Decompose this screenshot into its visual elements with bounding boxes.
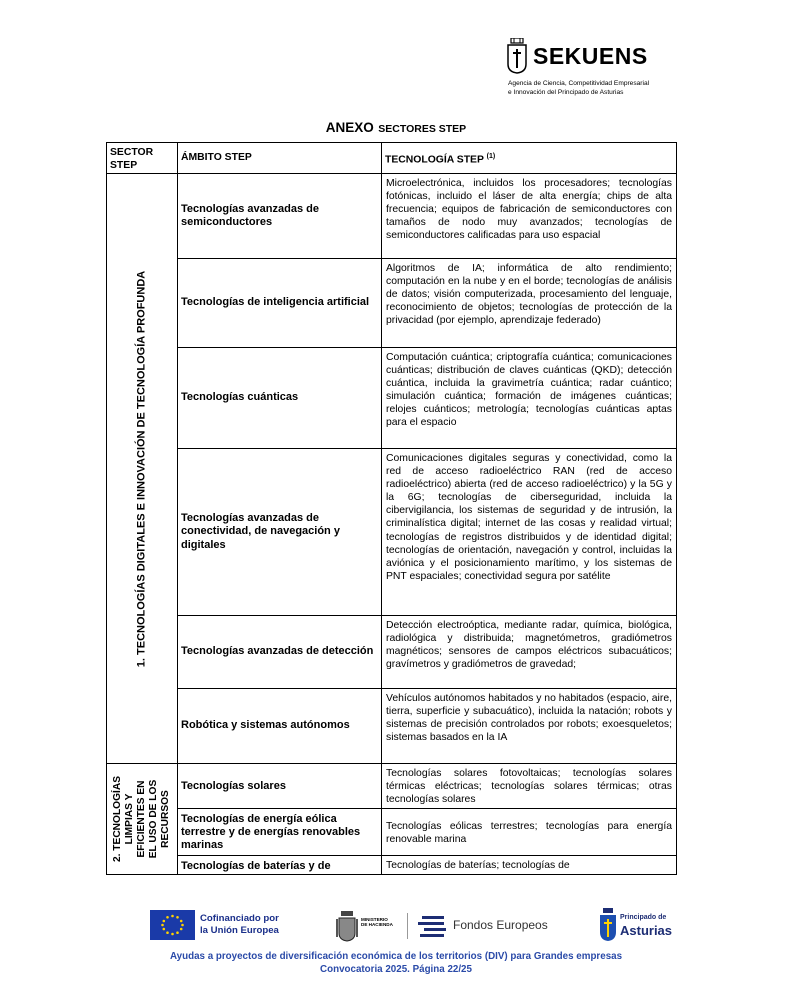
ambito-cell: Tecnologías de baterías y de bbox=[178, 856, 382, 875]
ambito-cell: Tecnologías avanzadas de detección bbox=[178, 616, 382, 689]
header-sector: SECTOR STEP bbox=[107, 143, 178, 174]
table-row bbox=[107, 449, 677, 616]
tecnologia-cell: Algoritmos de IA; informática de alto rendimiento; computación en la nube y en el borde; tecnologías de análisis de datos; visión computerizada, procesamiento del lenguaje, reconocimiento de objetos; tecnologías de protección de la privacidad (por ejemplo, aprendizaje federado) bbox=[382, 259, 677, 348]
brand-name: SEKUENS bbox=[533, 43, 648, 69]
spain-coat-of-arms-icon bbox=[335, 909, 359, 943]
title-main: ANEXO bbox=[325, 120, 374, 135]
asturias-small-text: Principado de bbox=[620, 914, 667, 921]
table-row bbox=[107, 348, 677, 449]
ambito-cell: Tecnologías cuánticas bbox=[178, 348, 382, 449]
footer-line-1: Ayudas a proyectos de diversificación económica de los territorios (DIV) para Grandes empresas bbox=[169, 951, 623, 962]
sekuens-logo bbox=[506, 38, 686, 98]
sector-1-label: 1. TECNOLOGÍAS DIGITALES E INNOVACIÓN DE TECNOLOGÍA PROFUNDA bbox=[135, 270, 148, 667]
footer-line-2: Convocatoria 2025. Página 22/25 bbox=[320, 963, 472, 975]
principado-asturias-logo bbox=[598, 908, 688, 944]
eu-cofinanced-logo bbox=[150, 910, 290, 942]
table-row bbox=[107, 689, 677, 764]
sector-2-label: 2. TECNOLOGÍAS LIMPIAS Y EFICIENTES EN EL USO DE LOS RECURSOS bbox=[112, 776, 171, 863]
logo-divider bbox=[407, 913, 408, 939]
ambito-cell: Robótica y sistemas autónomos bbox=[178, 689, 382, 764]
table-row bbox=[107, 259, 677, 348]
eu-text: Cofinanciado por la Unión Europea bbox=[200, 913, 279, 936]
fondos-europeos-text: Fondos Europeos bbox=[453, 918, 548, 932]
fondos-europeos-logo bbox=[418, 912, 558, 942]
agency-subtitle: Agencia de Ciencia, Competitividad Empresarial e Innovación del Principado de Asturias bbox=[508, 80, 650, 96]
step-sectors-table bbox=[106, 142, 677, 875]
ambito-cell: Tecnologías de inteligencia artificial bbox=[178, 259, 382, 348]
hacienda-text: MINISTERIO DE HACIENDA bbox=[361, 917, 393, 928]
ministerio-hacienda-logo bbox=[335, 909, 415, 943]
tecnologia-cell: Detección electroóptica, mediante radar, química, biológica, radiológica y distribuida; magnetómetros, gradiómetros magnéticos; sensores de campos eléctricos subacuáticos; gravímetros y gradiómetros de gravedad; bbox=[382, 616, 677, 689]
tecnologia-cell: Vehículos autónomos habitados y no habitados (espacio, aire, tierra, superficie y subacuático), incluida la natación; robots y sistemas de precisión controlados por robots; exoesqueletos; sistemas basados en la IA bbox=[382, 689, 677, 764]
asturias-big-text: Asturias bbox=[620, 923, 673, 938]
tecnologia-cell: Tecnologías solares fotovoltaicas; tecnologías solares térmicas eléctricas; tecnologías solares térmicas; otras tecnologías solares bbox=[382, 764, 677, 809]
header-ambito: ÁMBITO STEP bbox=[178, 143, 382, 174]
tecnologia-cell: Computación cuántica; criptografía cuántica; comunicaciones cuánticas; distribución de claves cuánticas (QKD); detección cuántica, incluida la gravimetría cuántica; radar cuántico; simulación cuántica; formación de imágenes cuánticas; relojes cuánticos; metrología; tecnologías cuánticas aptas para el espacio bbox=[382, 348, 677, 449]
table-row bbox=[107, 764, 677, 809]
ambito-cell: Tecnologías avanzadas de conectividad, de navegación y digitales bbox=[178, 449, 382, 616]
ambito-cell: Tecnologías solares bbox=[178, 764, 382, 809]
tecnologia-cell: Microelectrónica, incluidos los procesadores; tecnologías fotónicas, incluido el láser de alta energía; chips de alta frecuencia; equipos de fabricación de semiconductores con tamaños de nodo muy avanzados; tecnologías de semiconductores calificadas para uso espacial bbox=[382, 174, 677, 259]
table-header-row bbox=[107, 143, 677, 174]
page-footer bbox=[0, 951, 792, 976]
tecnologia-cell: Tecnologías eólicas terrestres; tecnologías para energía renovable marina bbox=[382, 809, 677, 856]
asturias-coat-icon bbox=[598, 908, 618, 942]
table-row bbox=[107, 174, 677, 259]
asturias-shield-icon bbox=[506, 38, 528, 74]
ambito-cell: Tecnologías de energía eólica terrestre y de energías renovables marinas bbox=[178, 809, 382, 856]
page-title bbox=[0, 119, 792, 137]
ambito-cell: Tecnologías avanzadas de semiconductores bbox=[178, 174, 382, 259]
title-sub: SECTORES STEP bbox=[378, 123, 467, 135]
header-tecnologia: TECNOLOGÍA STEP $^{(1)}$ bbox=[382, 143, 677, 174]
table-row bbox=[107, 616, 677, 689]
tecnologia-cell: Tecnologías de baterías; tecnologías de bbox=[382, 856, 677, 875]
sector-1-cell bbox=[107, 174, 178, 764]
table-row bbox=[107, 809, 677, 856]
sector-2-cell bbox=[107, 764, 178, 875]
tecnologia-cell: Comunicaciones digitales seguras y conectividad, como la red de acceso radioeléctrico RAN (red de acceso radioeléctrico) abierta (red de acceso radioeléctrico) y la 5G y la 6G; tecnologías de ciberseguridad, incluida la cibervigilancia, los sistemas de seguridad y de intrusión, la criminalística digital; internet de las cosas y realidad virtual; tecnologías de registros distribuidos y de identidad digital; tecnologías de orientación, navegación y control, incluidas la aviónica y el posicionamiento marítimo, y los sistemas de PNT espaciales; conectividad segura por satélite bbox=[382, 449, 677, 616]
eu-flag-icon bbox=[150, 910, 195, 940]
fondos-europeos-icon bbox=[418, 914, 448, 940]
table-row bbox=[107, 856, 677, 875]
